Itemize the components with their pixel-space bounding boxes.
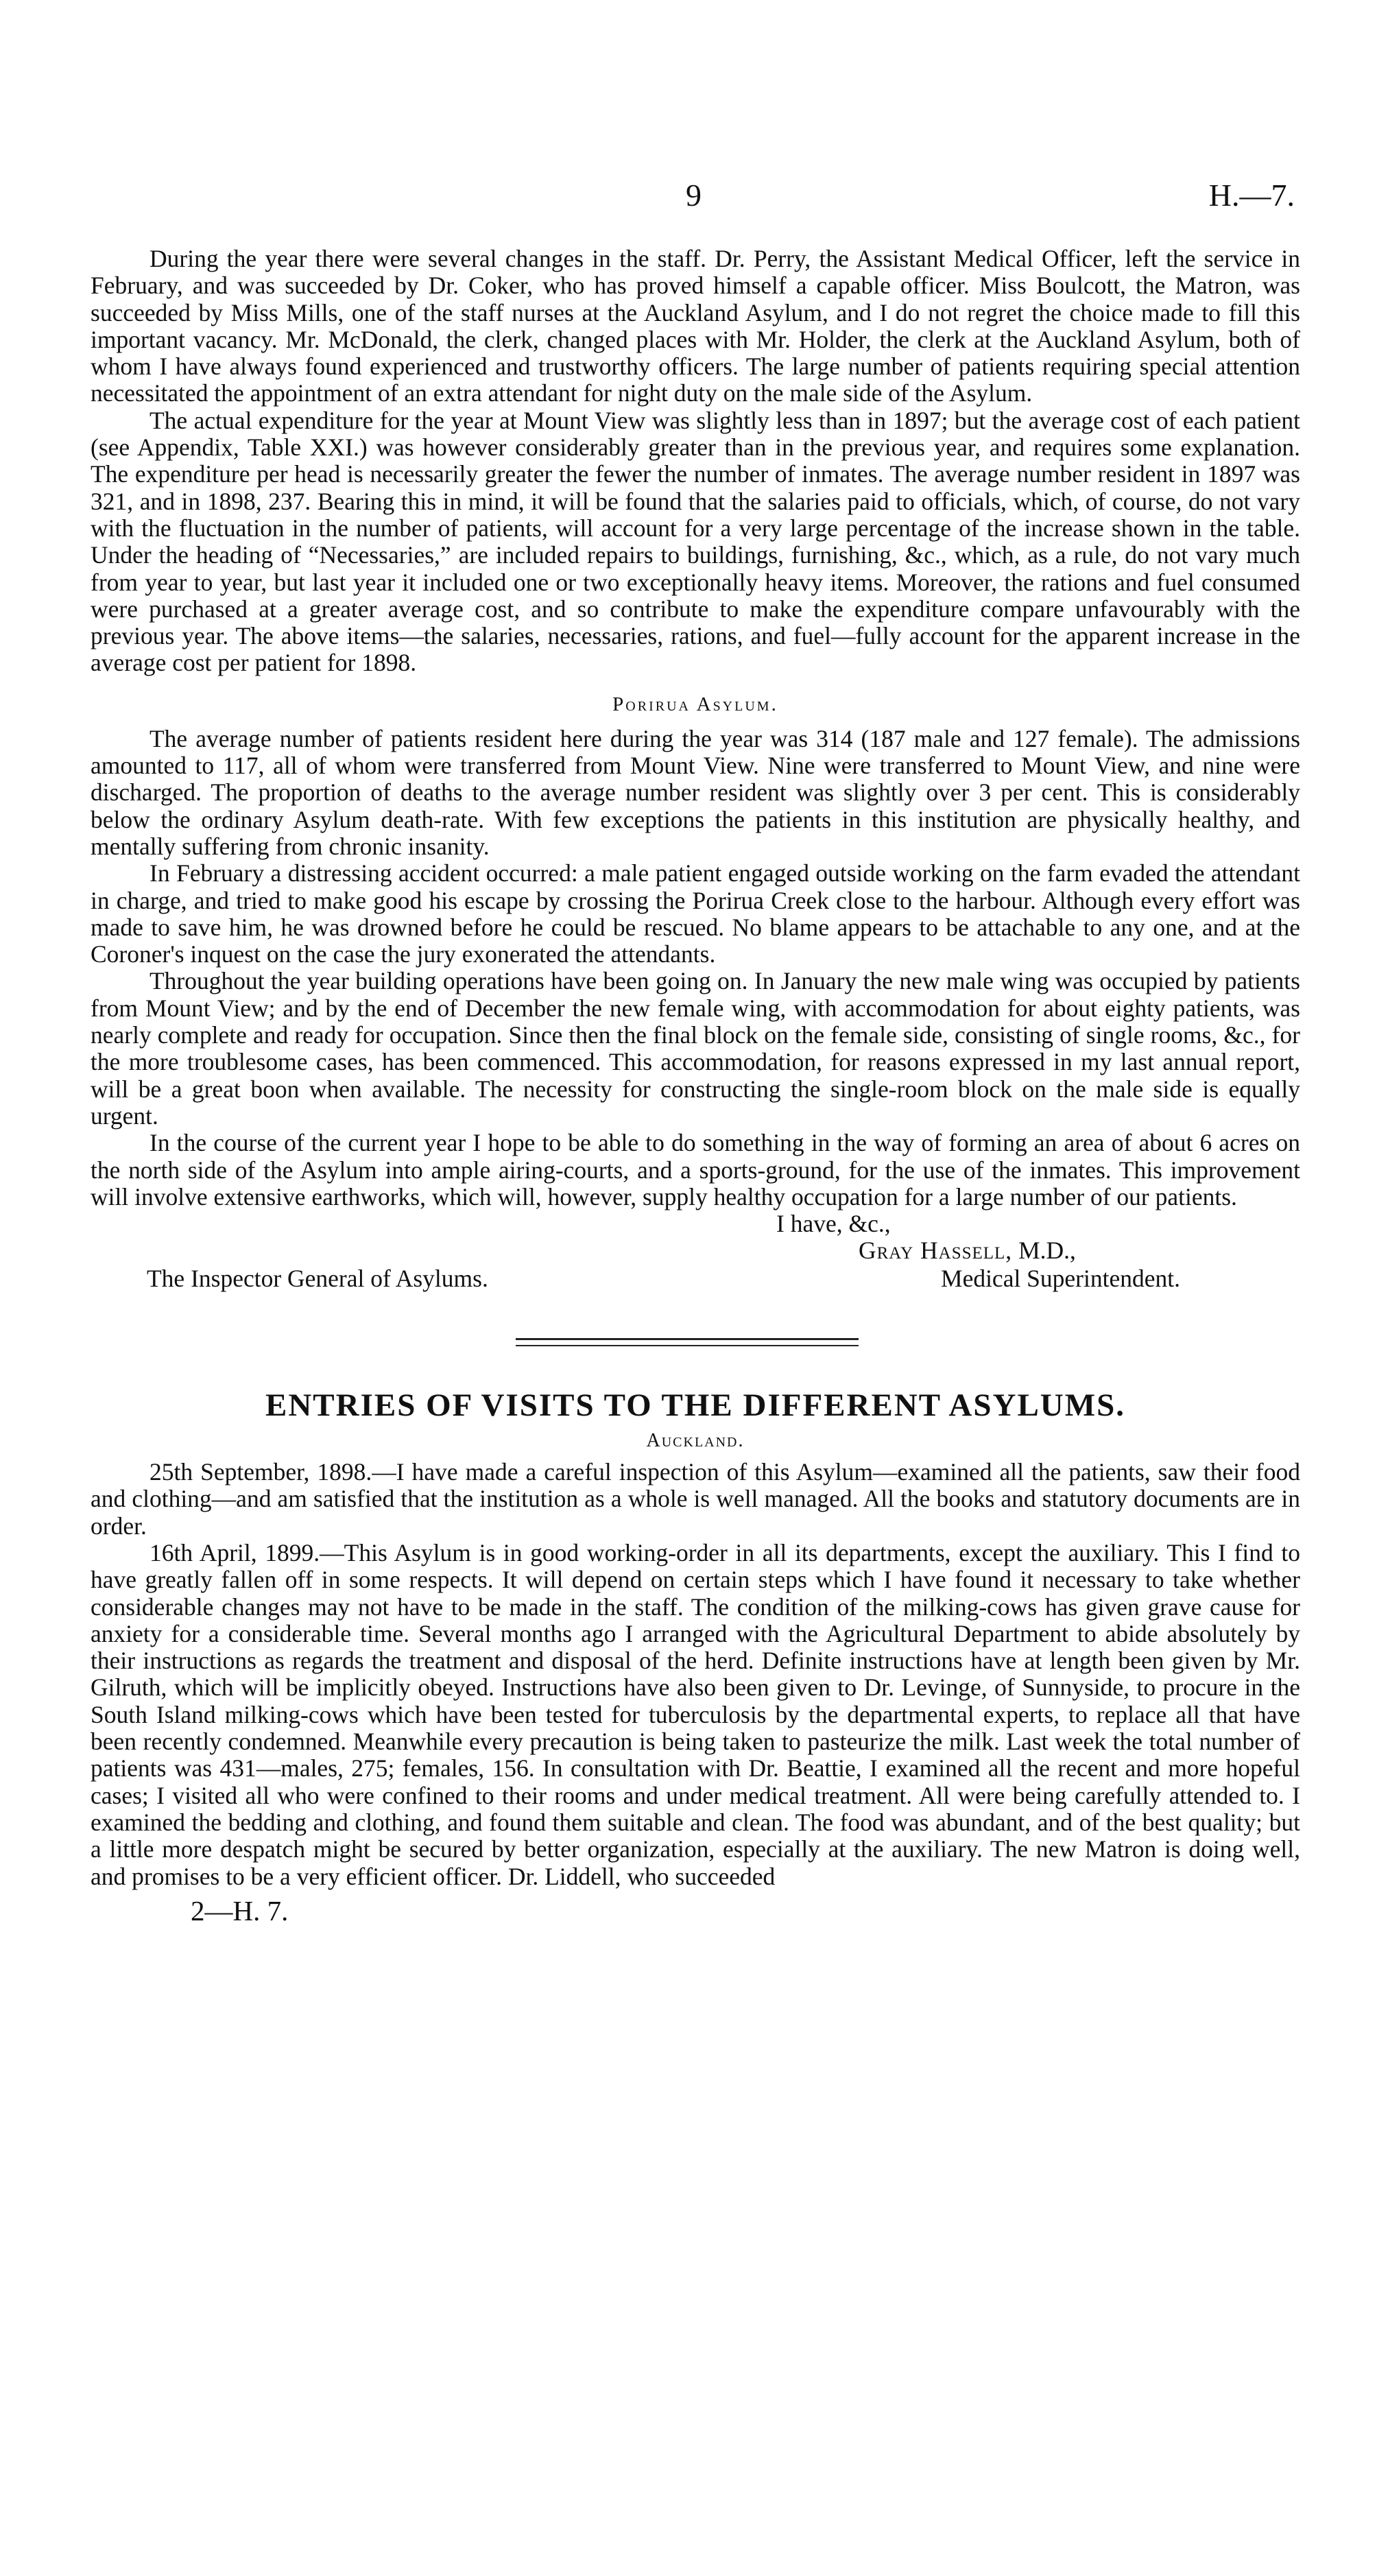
section-divider	[91, 1305, 1300, 1387]
porirua-paragraph: Throughout the year building operations have been going on. In January the new male wing was occupied by patients from Mount View; and by the end of December the new female wing, with accommodation for about eighty patients, was nearly complete and ready for occupation. Since then the final block on the female side, consisting of single rooms, &c., for the more troublesome cases, has been commenced. This accommodation, for reasons expressed in my last annual report, will be a great boon when available. The necessity for constructing the single-room block on the male side is equally urgent.	[91, 967, 1300, 1130]
page-header	[0, 177, 1377, 218]
recipient: The Inspector General of Asylums.	[147, 1265, 488, 1293]
porirua-paragraph: The average number of patients resident here during the year was 314 (187 male and 127 female). The admissions amounted to 117, all of whom were transferred from Mount View. Nine were transferred to Mount View, and nine were discharged. The proportion of deaths to the average number resident was slightly over 3 per cent. This is considerably below the ordinary Asylum death-rate. With few exceptions the patients in this institution are physically healthy, and mentally suffering from chronic insanity.	[91, 724, 1300, 860]
porirua-paragraph: In February a distressing accident occurred: a male patient engaged outside working on the farm evaded the attendant in charge, and tried to make good his escape by crossing the Porirua Creek close to the harbour. Although every effort was made to save him, he was drowned before he could be rescued. No blame appears to be attachable to any one, and at the Coroner's inquest on the case the jury exonerated the attendants.	[91, 859, 1300, 968]
expenditure-paragraph: The actual expenditure for the year at Mount View was slightly less than in 1897; but the average cost of each patient (see Appendix, Table XXI.) was however considerably greater than in the previous year, and requires some explanation. The expenditure per head is necessarily greater the fewer the number of inmates. The average number resident in 1897 was 321, and in 1898, 237. Bearing this in mind, it will be found that the salaries paid to officials, which, of course, do not vary with the fluctuation in the number of patients, will account for a very large percentage of the increase shown in the table. Under the heading of “Necessaries,” are included repairs to buildings, furnishing, &c., which, as a rule, do not vary much from year to year, but last year it included one or two exceptionally heavy items. Moreover, the rations and fuel consumed were purchased at a greater average cost, and so contribute to make the expenditure compare unfavourably with the previous year. The above items—the salaries, necessaries, rations, and fuel—fully account for the apparent increase in the average cost per patient for 1898.	[91, 406, 1300, 677]
visit-entry-paragraph: 16th April, 1899.—This Asylum is in good working-order in all its departments, except the auxiliary. This I find to have greatly fallen off in some respects. It will depend on certain steps which I have found it necessary to take whether considerable changes may not have to be made in the staff. The condition of the milking-cows has given grave cause for anxiety for a considerable time. Several months ago I arranged with the Agricultural Department to abide absolutely by their instructions as regards the treatment and disposal of the herd. Definite instructions have at length been given by Mr. Gilruth, which will be implicitly obeyed. Instructions have also been given to Dr. Levinge, of Sunnyside, to procure in the South Island milking-cows which have been tested for tuberculosis by the departmental experts, to replace all that have been recently condemned. Meanwhile every precaution is being taken to pasteurize the milk. Last week the total number of patients was 431—males, 275; females, 156. In consultation with Dr. Beattie, I examined all the recent and more hopeful cases; I visited all who were confined to their rooms and under medical treatment. All were being carefully attended to. I examined the bedding and clothing, and found them suitable and clean. The food was abundant, and of the best quality; but a little more despatch might be secured by better organization, especially at the auxiliary. The new Matron is doing well, and promises to be a very efficient officer. Dr. Liddell, who succeeded	[91, 1538, 1300, 1890]
staff-changes-paragraph: During the year there were several changes in the staff. Dr. Perry, the Assistant Medical Officer, left the service in February, and was succeeded by Dr. Coker, who has proved himself a capable officer. Miss Boulcott, the Matron, was succeeded by Miss Mills, one of the staff nurses at the Auckland Asylum, and I do not regret the choice made to fill this important vacancy. Mr. McDonald, the clerk, changed places with Mr. Holder, the clerk at the Auckland Asylum, both of whom I have always found experienced and trustworthy officers. The large number of patients requiring special attention necessitated the appointment of an extra attendant for night duty on the male side of the Asylum.	[91, 245, 1300, 407]
page-content	[91, 246, 1300, 1927]
signer-title: Medical Superintendent.	[941, 1265, 1180, 1293]
auckland-heading: Auckland.	[646, 1430, 745, 1452]
closing-phrase: I have, &c.,	[776, 1210, 891, 1238]
porirua-paragraph: In the course of the current year I hope to be able to do something in the way of forming an area of about 6 acres on the north side of the Asylum into ample airing-courts, and a sports-ground, for the use of the inmates. This improvement will involve extensive earthworks, which will, however, supply healthy occupation for a large number of our patients.	[91, 1129, 1300, 1211]
signer-name: Gray Hassell,	[859, 1237, 1013, 1265]
visit-entry-paragraph: 25th September, 1898.—I have made a careful inspection of this Asylum—examined all the patients, saw their food and clothing—and am satisfied that the institution as a whole is well managed. All the books and statutory documents are in order.	[91, 1458, 1300, 1540]
document-reference: H.—7.	[1208, 178, 1295, 213]
divider-rule	[516, 1338, 859, 1340]
porirua-heading: Porirua Asylum.	[612, 693, 778, 715]
divider-rule	[516, 1345, 859, 1346]
signature-reference: 2—H. 7.	[191, 1894, 289, 1927]
entries-title: ENTRIES OF VISITS TO THE DIFFERENT ASYLUMS.	[265, 1387, 1125, 1424]
letter-signoff	[91, 1211, 1300, 1305]
signer	[859, 1237, 1076, 1264]
signer-degree: M.D.,	[1018, 1237, 1076, 1265]
page-number: 9	[686, 178, 702, 213]
